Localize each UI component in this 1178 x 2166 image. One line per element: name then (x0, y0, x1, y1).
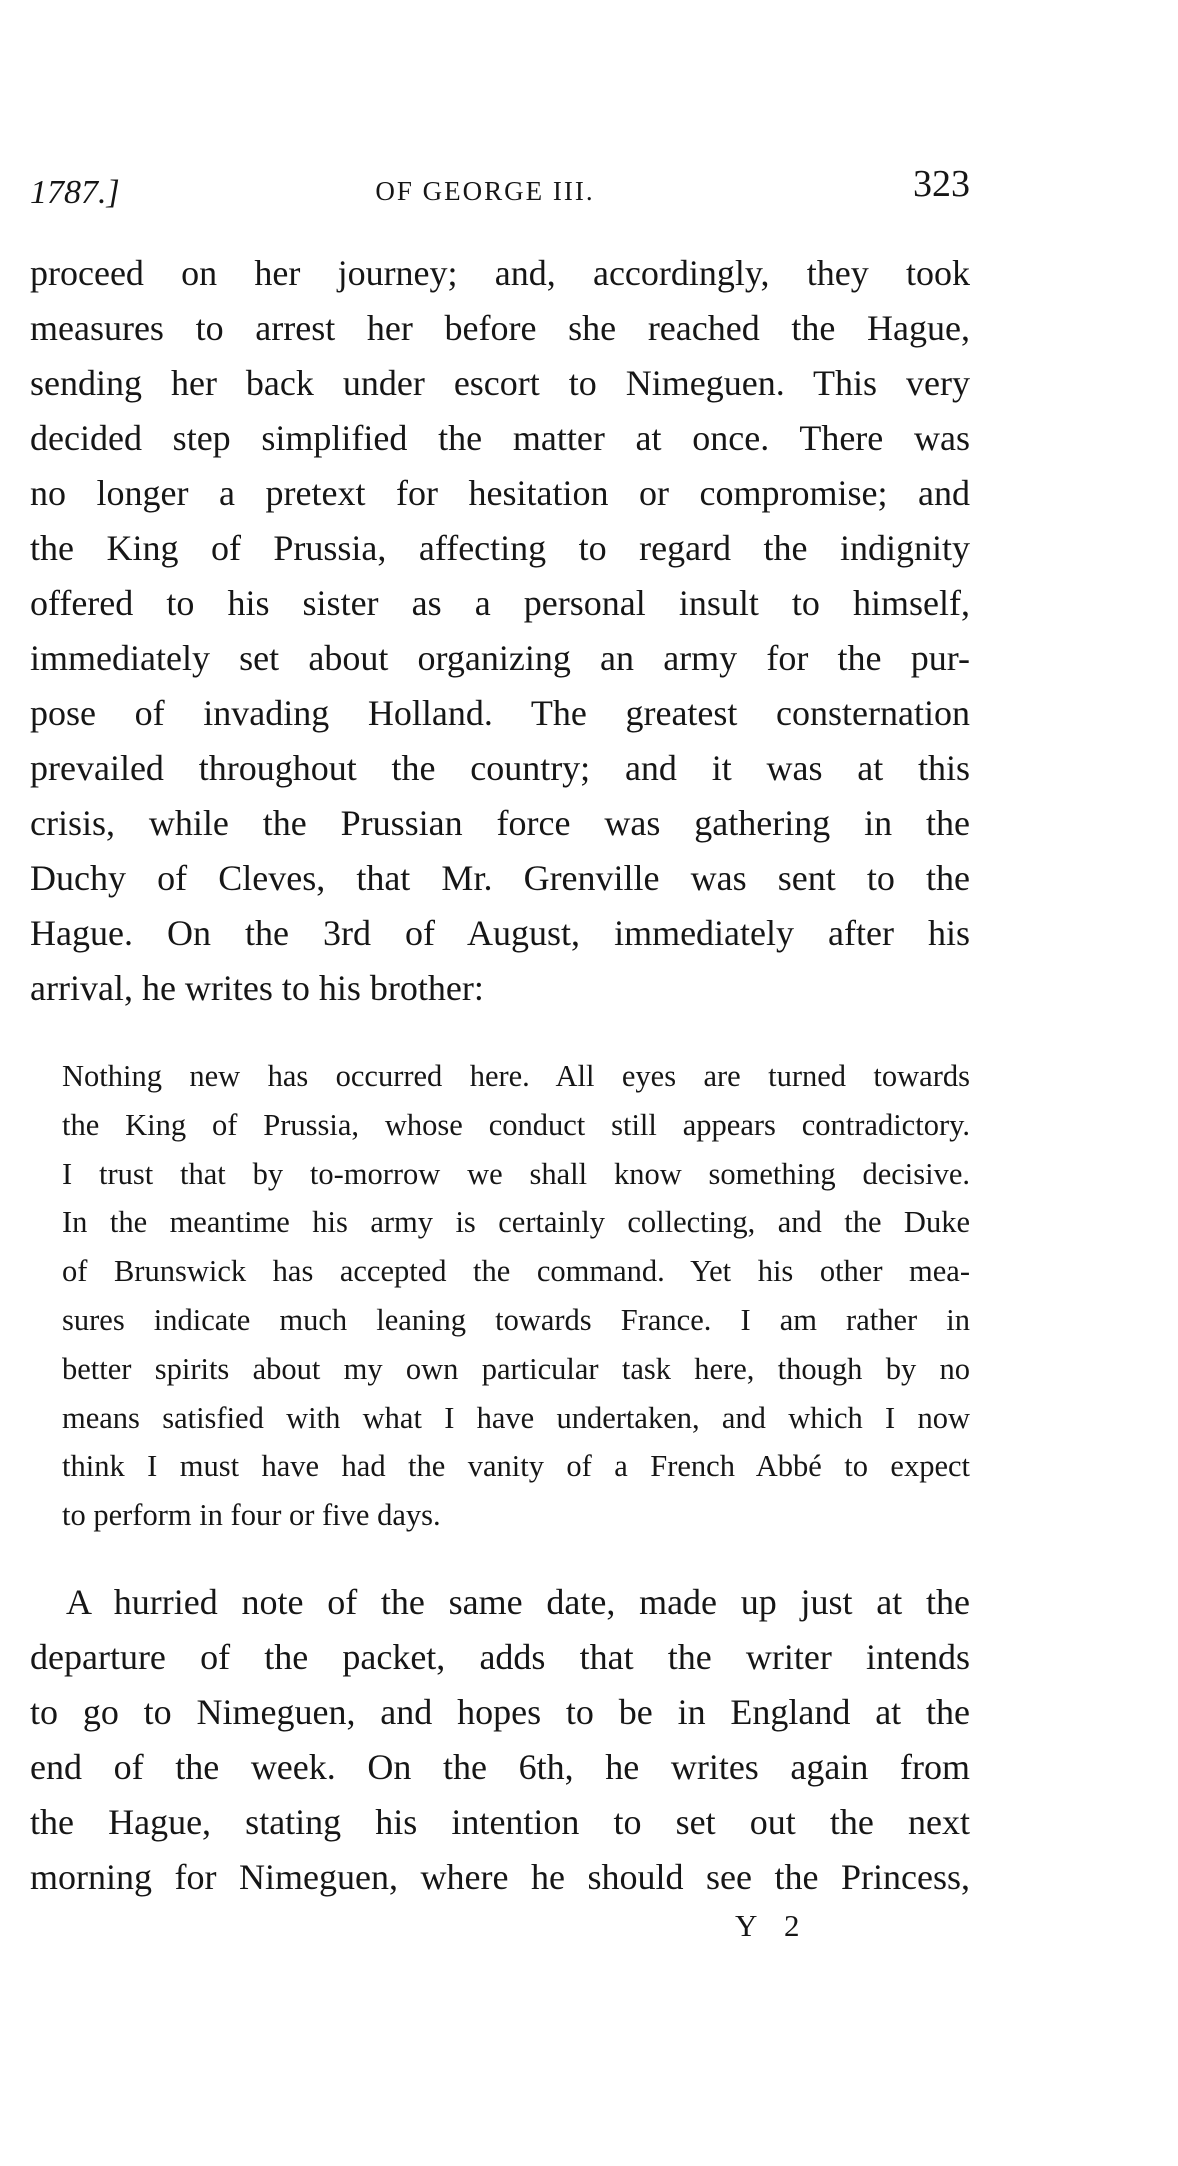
header-title: OF GEORGE III. (375, 176, 595, 206)
text-line: Hague. On the 3rd of August, immediately after his (30, 913, 970, 953)
text-line: pose of invading Holland. The greatest consternation (30, 693, 970, 733)
text-line: crisis, while the Prussian force was gathering in the (30, 803, 970, 843)
text-line: morning for Nimeguen, where he should see the Princess, (30, 1857, 970, 1897)
text-line: decided step simplified the matter at once. There was (30, 418, 970, 458)
text-line: Duchy of Cleves, that Mr. Grenville was sent to the (30, 858, 970, 898)
text-line: departure of the packet, adds that the writer intends (30, 1637, 970, 1677)
text-line: measures to arrest her before she reached the Hague, (30, 308, 970, 348)
page-number: 323 (913, 163, 970, 205)
text-line: end of the week. On the 6th, he writes again from (30, 1747, 970, 1787)
text-line: sending her back under escort to Nimeguen. This very (30, 363, 970, 403)
text-line: the King of Prussia, affecting to regard the indignity (30, 528, 970, 568)
quote-line: Nothing new has occurred here. All eyes are turned towards (62, 1059, 970, 1093)
text-line: immediately set about organizing an army for the pur- (30, 638, 970, 678)
text-line: prevailed throughout the country; and it was at this (30, 748, 970, 788)
paragraph-1 (30, 246, 970, 1016)
text-line: to go to Nimeguen, and hopes to be in England at the (30, 1692, 970, 1732)
quote-line: sures indicate much leaning towards France. I am rather in (62, 1302, 970, 1337)
paragraph-2 (30, 1575, 970, 1905)
text-line: proceed on her journey; and, accordingly, they took (30, 253, 970, 293)
running-header (30, 162, 970, 222)
text-line: A hurried note of the same date, made up just at the (66, 1582, 970, 1622)
letter-quotation (62, 1052, 970, 1540)
text-line: offered to his sister as a personal insult to himself, (30, 583, 970, 623)
quote-line: In the meantime his army is certainly collecting, and the Duke (62, 1205, 970, 1240)
quote-line: means satisfied with what I have undertaken, and which I now (62, 1400, 970, 1435)
quote-line: better spirits about my own particular task here, though by no (62, 1351, 970, 1386)
quote-line: think I must have had the vanity of a French Abbé to expect (62, 1449, 970, 1484)
quote-line: to perform in four or five days. (62, 1498, 441, 1533)
quote-line: I trust that by to-morrow we shall know something decisive. (62, 1156, 970, 1191)
quote-line: the King of Prussia, whose conduct still appears contradictory. (62, 1107, 970, 1142)
header-year: 1787.] (30, 174, 120, 211)
signature-mark: Y 2 (735, 1908, 810, 1943)
quote-line: of Brunswick has accepted the command. Yet his other mea- (62, 1254, 970, 1289)
text-line: no longer a pretext for hesitation or compromise; and (30, 473, 970, 513)
text-line: the Hague, stating his intention to set out the next (30, 1802, 970, 1842)
text-line: arrival, he writes to his brother: (30, 968, 484, 1008)
